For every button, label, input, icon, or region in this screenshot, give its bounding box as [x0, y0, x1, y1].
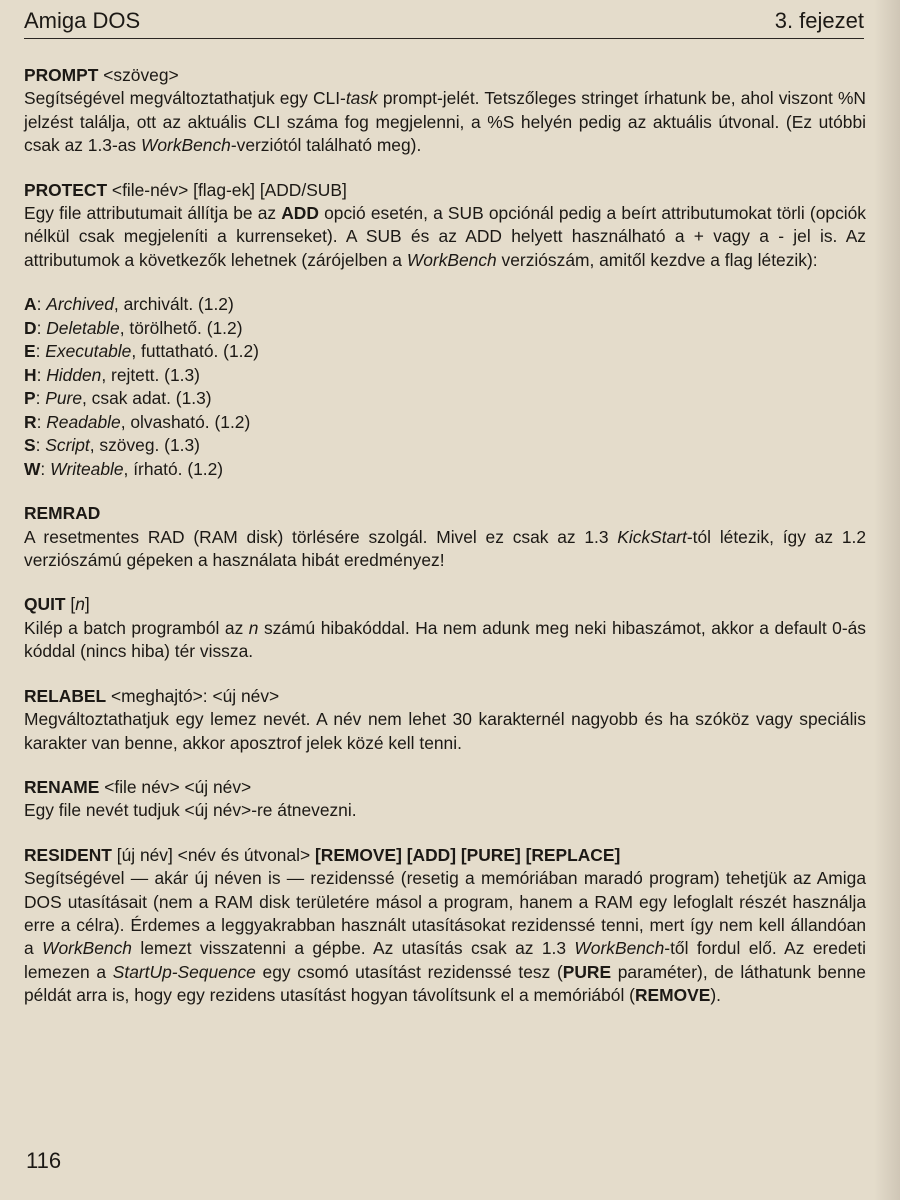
entry-quit [24, 593, 866, 663]
entry-description: Megváltoztathatjuk egy lemez nevét. A név nem lehet 30 karakternél nagyobb és ha szóköz vagy speciális karakter van benne, akkor aposztrof jelek közé kell tenni. [24, 709, 866, 753]
entry-signature: QUIT [n] [24, 594, 90, 615]
entry-prompt [24, 64, 866, 158]
command-name: REMRAD [24, 503, 101, 524]
command-args: <szöveg> [98, 65, 179, 85]
command-name: PROTECT [24, 179, 108, 200]
command-args: <file-név> [flag-ek] [ADD/SUB] [107, 179, 347, 200]
entry-rename [24, 776, 866, 823]
command-name: PROMPT [24, 65, 99, 85]
header-chapter: 3. fejezet [774, 8, 864, 33]
entry-signature [24, 179, 866, 202]
flag-item: P: Pure, csak adat. (1.3) [24, 388, 212, 409]
flag-item: H: Hidden, rejtett. (1.3) [24, 364, 200, 385]
flag-item: S: Script, szöveg. (1.3) [24, 435, 200, 456]
command-name: QUIT [24, 594, 66, 615]
page-body [24, 64, 866, 1029]
flag-item: R: Readable, olvasható. (1.2) [24, 411, 251, 432]
entry-signature [24, 502, 866, 525]
command-name: RELABEL [24, 685, 107, 706]
entry-description: Segítségével — akár új néven is — rezidenssé (resetig a memóriában maradó program) tehetjük az Amiga DOS utasításait (nem a RAM disk területére másol a program, hanem a RAM egy lefoglalt részét használja erre a célra). Érdemes a leggyakrabban használt utasításokat rezidenssé tenni, mert így nem kell állandóan a WorkBench lemezt visszatenni a gépbe. Az utasítás csak az 1.3 WorkBench-től fordul elő. Az eredeti lemezen a StartUp-Sequence egy csomó utasítást rezidenssé tesz (PURE paraméter), de láthatunk benne példát arra is, hogy egy rezidens utasítást hogyan távolítsunk el a memóriából (REMOVE). [24, 868, 866, 1006]
entry-relabel [24, 685, 866, 755]
entry-signature: RESIDENT [új név] <név és útvonal> [REMOVE] [ADD] [PURE] [REPLACE] [24, 844, 621, 865]
entry-remrad [24, 502, 866, 572]
entry-resident [24, 844, 866, 1008]
entry-signature [24, 64, 866, 87]
command-args: <meghajtó>: <új név> [106, 685, 280, 706]
flag-item: E: Executable, futtatható. (1.2) [24, 341, 259, 362]
entry-description: Egy file nevét tudjuk <új név>-re átnevezni. [24, 800, 357, 821]
command-args: <file név> <új név> [99, 776, 252, 797]
command-name: RESIDENT [24, 844, 112, 865]
entry-description: Segítségével megváltoztathatjuk egy CLI-task prompt-jelét. Tetszőleges stringet írhatunk be, ahol viszont %N jelzést találja, ott az aktuális CLI száma fog megjelenni, a %S helyén pedig az aktuális útvonal. (Ez utóbbi csak az 1.3-as WorkBench-verziótól található meg). [24, 88, 866, 156]
flag-list [24, 293, 866, 481]
running-header [24, 8, 864, 36]
page-edge-shadow [874, 0, 900, 1200]
header-title: Amiga DOS [24, 8, 141, 33]
header-rule [24, 38, 864, 39]
entry-signature [24, 776, 866, 799]
flag-item: A: Archived, archivált. (1.2) [24, 294, 234, 315]
entry-protect [24, 179, 866, 273]
flag-item: D: Deletable, törölhető. (1.2) [24, 317, 243, 338]
page-number: 116 [26, 1148, 62, 1173]
entry-description: Kilép a batch programból az n számú hibakóddal. Ha nem adunk meg neki hibaszámot, akkor a default 0-ás kóddal (nincs hiba) tér vissza. [24, 617, 867, 662]
entry-description: Egy file attributumait állítja be az ADD opció esetén, a SUB opciónál pedig a beírt attributumokat törli (opciók nélkül csak megjeleníti a kurrenseket). A SUB és az ADD helyett használható a + vagy a - jel is. Az attributumok a következők lehetnek (zárójelben a WorkBench verziószám, amitől kezdve a flag létezik): [24, 203, 866, 270]
flag-item: W: Writeable, írható. (1.2) [24, 458, 224, 479]
entry-description: A resetmentes RAD (RAM disk) törlésére szolgál. Mivel ez csak az 1.3 KickStart-tól létezik, így az 1.2 verziószámú gépeken a használata hibát eredményez! [24, 526, 866, 571]
entry-signature [24, 685, 866, 708]
command-name: RENAME [24, 776, 100, 797]
